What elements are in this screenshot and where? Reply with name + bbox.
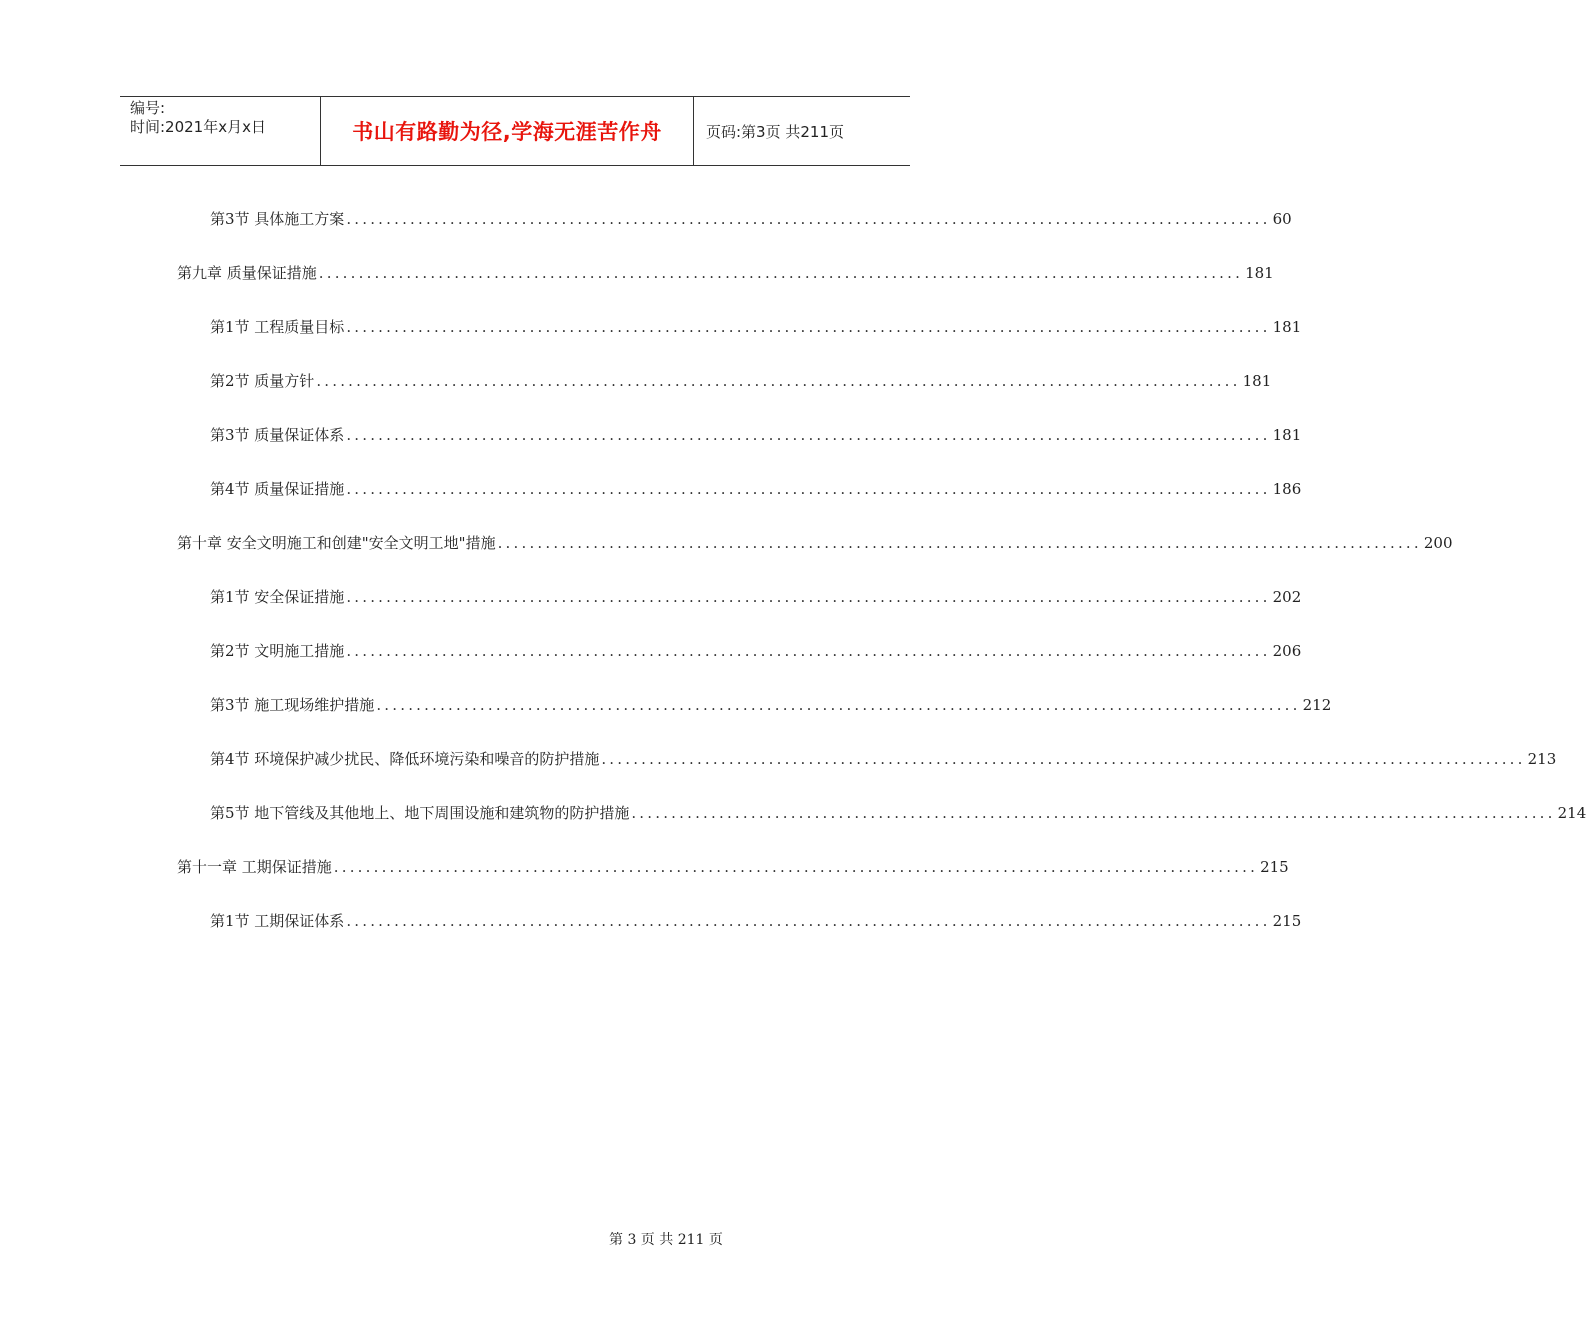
toc-entry-page: 212 xyxy=(1302,696,1332,714)
toc-leader-dots: .................................................................................................................... xyxy=(346,642,1271,660)
toc-entry-label: 第1节 工期保证体系 xyxy=(210,912,345,930)
toc-leader-dots: .................................................................................................................... xyxy=(333,858,1259,876)
toc-entry-label: 第3节 具体施工方案 xyxy=(210,210,345,228)
toc-entry[interactable] xyxy=(210,802,1586,824)
toc-entry-label: 第2节 质量方针 xyxy=(210,372,315,390)
toc-entry-label: 第4节 环境保护减少扰民、降低环境污染和噪音的防护措施 xyxy=(210,750,600,768)
header-page-info: 页码:第3页 共211页 xyxy=(706,122,844,141)
toc-entry-page: 181 xyxy=(1272,318,1302,336)
toc-entry-label: 第3节 质量保证体系 xyxy=(210,426,345,444)
toc-entry-label: 第九章 质量保证措施 xyxy=(177,264,317,282)
toc-entry[interactable] xyxy=(210,910,1302,932)
toc-entry[interactable] xyxy=(177,262,1274,284)
document-time-label: 时间:2021年x月x日 xyxy=(130,118,266,136)
toc-entry-page: 186 xyxy=(1272,480,1302,498)
toc-entry-page: 214 xyxy=(1557,804,1586,822)
footer-page-number: 第 3 页 共 211 页 xyxy=(609,1232,723,1248)
toc-entry[interactable] xyxy=(210,586,1302,608)
toc-leader-dots: .................................................................................................................... xyxy=(497,534,1422,552)
toc-entry[interactable] xyxy=(210,316,1302,338)
toc-entry-label: 第1节 工程质量目标 xyxy=(210,318,345,336)
toc-entry-page: 181 xyxy=(1245,264,1274,282)
toc-leader-dots: .................................................................................................................... xyxy=(346,426,1271,444)
toc-leader-dots: .................................................................................................................... xyxy=(346,318,1271,336)
toc-entry-page: 181 xyxy=(1242,372,1272,390)
toc-entry-page: 60 xyxy=(1272,210,1292,228)
toc-entry-label: 第4节 质量保证措施 xyxy=(210,480,345,498)
toc-entry[interactable] xyxy=(210,208,1292,230)
toc-leader-dots: .................................................................................................................... xyxy=(631,804,1556,822)
toc-leader-dots: .................................................................................................................... xyxy=(316,372,1241,390)
toc-entry-page: 213 xyxy=(1527,750,1557,768)
toc-entry[interactable] xyxy=(210,748,1557,770)
toc-entry[interactable] xyxy=(210,478,1302,500)
toc-entry[interactable] xyxy=(210,370,1272,392)
toc-entry-page: 200 xyxy=(1423,534,1453,552)
toc-entry-page: 181 xyxy=(1272,426,1302,444)
page-header xyxy=(120,96,910,166)
toc-entry-page: 215 xyxy=(1272,912,1302,930)
toc-entry-label: 第3节 施工现场维护措施 xyxy=(210,696,375,714)
toc-entry[interactable] xyxy=(210,640,1302,662)
toc-leader-dots: .................................................................................................................... xyxy=(318,264,1244,282)
toc-entry-label: 第2节 文明施工措施 xyxy=(210,642,345,660)
toc-entry[interactable] xyxy=(210,694,1332,716)
toc-entry-label: 第十一章 工期保证措施 xyxy=(177,858,332,876)
toc-entry[interactable] xyxy=(210,424,1302,446)
toc-leader-dots: .................................................................................................................... xyxy=(346,210,1271,228)
toc-entry-label: 第1节 安全保证措施 xyxy=(210,588,345,606)
toc-entry[interactable] xyxy=(177,856,1289,878)
header-motto: 书山有路勤为径,学海无涯苦作舟 xyxy=(321,97,694,165)
toc-entry-page: 202 xyxy=(1272,588,1302,606)
toc-leader-dots: .................................................................................................................... xyxy=(346,912,1271,930)
toc-entry-label: 第十章 安全文明施工和创建"安全文明工地"措施 xyxy=(177,534,496,552)
toc-entry-page: 206 xyxy=(1272,642,1302,660)
toc-entry[interactable] xyxy=(177,532,1453,554)
toc-entry-page: 215 xyxy=(1260,858,1289,876)
toc-leader-dots: .................................................................................................................... xyxy=(346,588,1271,606)
toc-leader-dots: .................................................................................................................... xyxy=(376,696,1301,714)
header-meta xyxy=(120,97,321,165)
toc-leader-dots: .................................................................................................................... xyxy=(346,480,1271,498)
document-number-label: 编号: xyxy=(130,99,166,117)
toc-entry-label: 第5节 地下管线及其他地上、地下周围设施和建筑物的防护措施 xyxy=(210,804,630,822)
toc-leader-dots: .................................................................................................................... xyxy=(601,750,1526,768)
